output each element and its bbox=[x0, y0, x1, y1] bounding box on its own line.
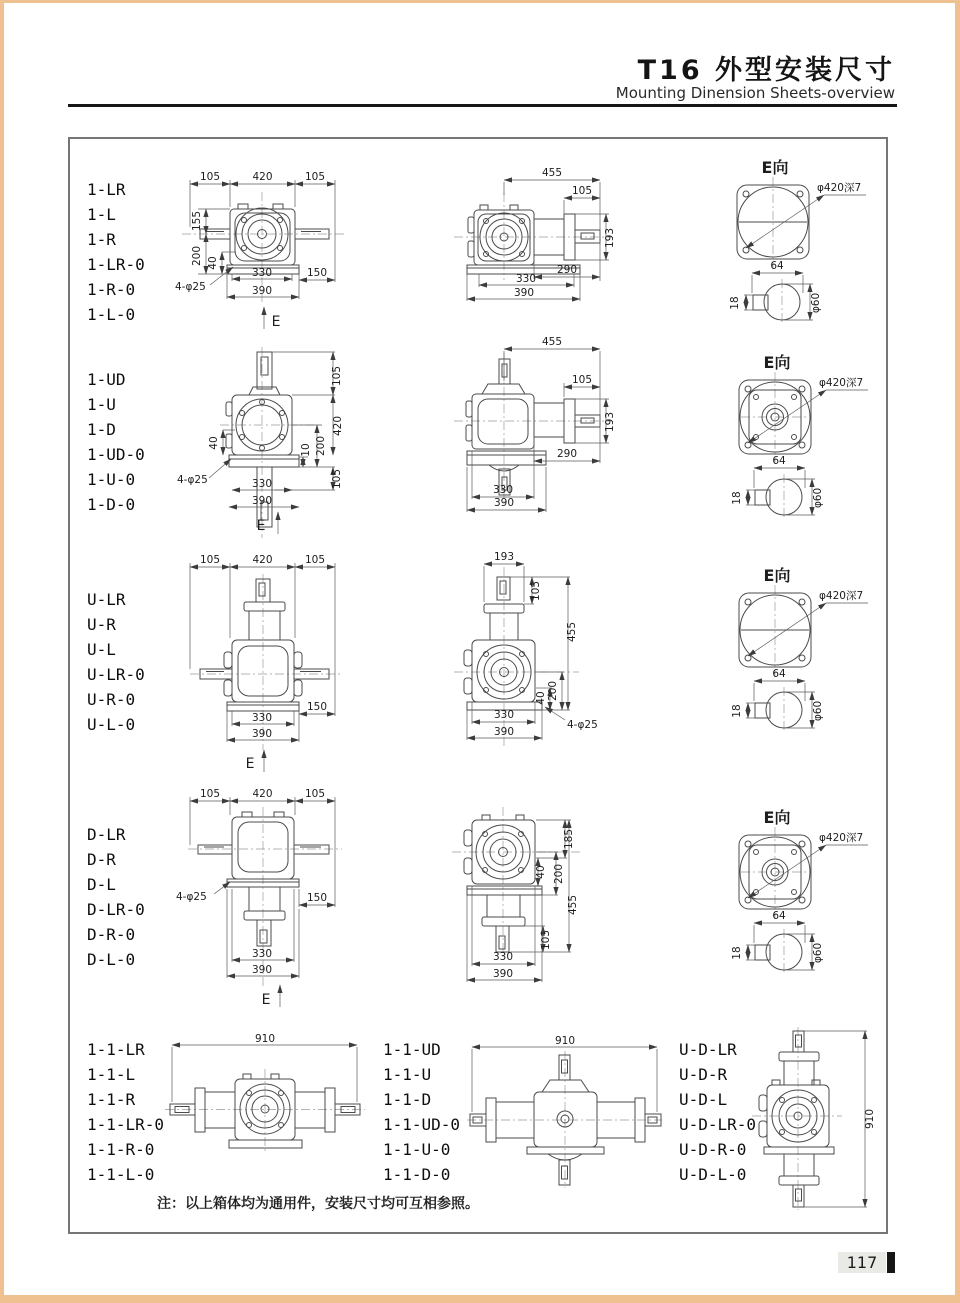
bore-dim-label: φ420深7 bbox=[819, 377, 864, 389]
view-arrow-label: E bbox=[271, 314, 281, 330]
model-label: 1-D-0 bbox=[87, 495, 136, 514]
model-label: 1-1-LR bbox=[87, 1040, 145, 1059]
dim-label: 390 bbox=[492, 968, 514, 980]
dim-label: 910 bbox=[254, 1033, 276, 1045]
dim-label: 390 bbox=[493, 726, 515, 738]
dim-label: 455 bbox=[541, 336, 563, 348]
model-label: 1-1-D bbox=[383, 1090, 432, 1109]
row1-front-drawing bbox=[170, 164, 415, 344]
dim-label: 64 bbox=[772, 910, 786, 922]
dim-label: 330 bbox=[515, 273, 537, 285]
model-label: U-R bbox=[87, 615, 116, 634]
dim-label: 18 bbox=[731, 704, 743, 718]
model-label: U-D-LR-0 bbox=[679, 1115, 757, 1134]
model-label: 1-UD-0 bbox=[87, 445, 145, 464]
view-arrow-label: E bbox=[261, 992, 271, 1008]
model-label: 1-1-D-0 bbox=[383, 1165, 451, 1184]
model-label: U-D-R-0 bbox=[679, 1140, 747, 1159]
dim-label: 105 bbox=[571, 374, 593, 386]
row3-front-drawing bbox=[170, 554, 415, 782]
dim-label: 4-φ25 bbox=[567, 719, 598, 731]
row2-e-view-drawing bbox=[722, 344, 892, 526]
dim-label: 105 bbox=[304, 788, 326, 800]
bottom-lr-drawing bbox=[165, 1034, 370, 1156]
e-view-label: E向 bbox=[761, 158, 789, 177]
dim-label: 290 bbox=[556, 448, 578, 460]
dim-label: 910 bbox=[864, 1108, 876, 1130]
dim-label: 193 bbox=[604, 227, 616, 249]
dim-label: 330 bbox=[492, 951, 514, 963]
dim-label: 200 bbox=[191, 245, 203, 267]
model-label: 1-1-U bbox=[383, 1065, 432, 1084]
dim-label: 105 bbox=[304, 554, 326, 566]
model-label: D-L-0 bbox=[87, 950, 136, 969]
page bbox=[4, 3, 955, 1295]
page-title: T16 外型安装尺寸 bbox=[637, 55, 895, 86]
dim-label: 200 bbox=[553, 863, 565, 885]
model-label: D-LR-0 bbox=[87, 900, 145, 919]
page-number-bar bbox=[887, 1252, 895, 1273]
row1-side-drawing bbox=[434, 155, 674, 315]
dim-label: 64 bbox=[770, 260, 784, 272]
dim-label: 390 bbox=[251, 285, 273, 297]
dim-label: 4-φ25 bbox=[177, 474, 208, 486]
row3-e-view-drawing bbox=[722, 557, 892, 739]
dim-label: 455 bbox=[567, 894, 579, 916]
model-label: U-L bbox=[87, 640, 116, 659]
model-label: 1-1-UD bbox=[383, 1040, 441, 1059]
model-label: D-LR bbox=[87, 825, 126, 844]
dim-label: 390 bbox=[513, 287, 535, 299]
dim-label: 420 bbox=[252, 554, 273, 566]
model-label: 1-LR bbox=[87, 180, 126, 199]
dim-label: 105 bbox=[199, 788, 221, 800]
model-label: U-D-L bbox=[679, 1090, 728, 1109]
dim-label: 330 bbox=[251, 267, 273, 279]
dim-label: 390 bbox=[493, 497, 515, 509]
dim-label: 390 bbox=[251, 964, 273, 976]
gearbox-body bbox=[200, 204, 329, 274]
bore-dim-label: φ420深7 bbox=[819, 832, 864, 844]
dim-label: φ60 bbox=[812, 942, 824, 964]
dim-label: 18 bbox=[731, 491, 743, 505]
model-label: U-LR bbox=[87, 590, 126, 609]
model-list-row4 bbox=[87, 822, 145, 972]
e-view-label: E向 bbox=[763, 566, 791, 585]
dim-label: 10 bbox=[300, 443, 312, 457]
dim-label: 18 bbox=[731, 946, 743, 960]
model-label: U-D-LR bbox=[679, 1040, 737, 1059]
gearbox-body bbox=[200, 579, 329, 711]
dim-label: 420 bbox=[332, 415, 344, 437]
model-label: 1-1-UD-0 bbox=[383, 1115, 461, 1134]
model-label: U-L-0 bbox=[87, 715, 136, 734]
drawing-sheet bbox=[68, 137, 888, 1234]
bore-dim-label: φ420深7 bbox=[819, 590, 864, 602]
dim-label: 330 bbox=[493, 709, 515, 721]
model-label: D-R-0 bbox=[87, 925, 136, 944]
dim-label: 105 bbox=[331, 468, 343, 490]
dim-label: 330 bbox=[251, 948, 273, 960]
model-label: U-R-0 bbox=[87, 690, 136, 709]
view-arrow-label: E bbox=[245, 756, 255, 772]
view-arrow-label: E bbox=[256, 518, 266, 534]
dim-label: 200 bbox=[315, 435, 327, 457]
model-label: 1-1-U-0 bbox=[383, 1140, 451, 1159]
model-label: U-D-L-0 bbox=[679, 1165, 747, 1184]
model-label: D-L bbox=[87, 875, 116, 894]
model-label: 1-LR-0 bbox=[87, 255, 145, 274]
dim-label: 390 bbox=[251, 495, 273, 507]
model-label: 1-1-LR-0 bbox=[87, 1115, 165, 1134]
dim-label: φ60 bbox=[812, 487, 824, 509]
gearbox-body bbox=[467, 205, 600, 274]
model-list-bottom2 bbox=[383, 1037, 460, 1187]
model-label: U-LR-0 bbox=[87, 665, 145, 684]
model-list-bottom1 bbox=[87, 1037, 164, 1187]
dim-label: 330 bbox=[251, 478, 273, 490]
dim-label: 18 bbox=[729, 296, 741, 310]
dim-label: 330 bbox=[251, 712, 273, 724]
dim-label: 290 bbox=[556, 264, 578, 276]
model-list-row1 bbox=[87, 177, 145, 327]
dim-label: 910 bbox=[554, 1035, 576, 1047]
model-label: 1-1-R bbox=[87, 1090, 136, 1109]
gearbox-body bbox=[759, 1031, 834, 1207]
dim-label: 455 bbox=[566, 621, 578, 643]
dim-label: 150 bbox=[306, 267, 328, 279]
dim-label: 150 bbox=[306, 701, 328, 713]
bottom-udlr-drawing bbox=[742, 1027, 892, 1212]
model-label: 1-R-0 bbox=[87, 280, 136, 299]
model-label: 1-1-L-0 bbox=[87, 1165, 155, 1184]
dim-label: 105 bbox=[571, 185, 593, 197]
model-label: 1-UD bbox=[87, 370, 126, 389]
dim-label: 40 bbox=[208, 436, 220, 450]
row3-side-drawing bbox=[434, 552, 679, 757]
dim-label: 64 bbox=[772, 668, 786, 680]
model-label: 1-1-R-0 bbox=[87, 1140, 155, 1159]
dim-label: 420 bbox=[252, 171, 273, 183]
dim-label: 193 bbox=[493, 551, 515, 563]
title-divider bbox=[68, 104, 897, 107]
dim-label: 40 bbox=[535, 691, 547, 705]
model-list-row2 bbox=[87, 367, 145, 517]
model-label: 1-D bbox=[87, 420, 116, 439]
dim-label: 390 bbox=[251, 728, 273, 740]
e-view-label: E向 bbox=[763, 353, 791, 372]
dim-label: 4-φ25 bbox=[176, 891, 207, 903]
model-label: 1-1-L bbox=[87, 1065, 136, 1084]
bottom-ud-drawing bbox=[462, 1036, 667, 1191]
e-view-label: E向 bbox=[763, 808, 791, 827]
dim-label: 200 bbox=[547, 680, 559, 702]
dim-label: 155 bbox=[191, 210, 203, 232]
dim-label: 420 bbox=[252, 788, 273, 800]
dim-label: φ60 bbox=[812, 700, 824, 722]
model-label: 1-L bbox=[87, 205, 116, 224]
model-label: 1-R bbox=[87, 230, 116, 249]
note-text: 注：以上箱体均为通用件，安装尺寸均可互相参照。 bbox=[157, 1196, 479, 1212]
dim-label: 150 bbox=[306, 892, 328, 904]
row1-e-view-drawing bbox=[720, 149, 890, 331]
row2-side-drawing bbox=[434, 337, 679, 522]
row4-front-drawing bbox=[170, 789, 415, 1014]
dim-label: 105 bbox=[331, 365, 343, 387]
bore-dim-label: φ420深7 bbox=[817, 182, 862, 194]
dim-label: 185 bbox=[563, 828, 575, 850]
dim-label: 105 bbox=[199, 554, 221, 566]
gearbox-body bbox=[198, 812, 329, 946]
model-list-row3 bbox=[87, 587, 145, 737]
model-label: D-R bbox=[87, 850, 116, 869]
dim-label: φ60 bbox=[810, 292, 822, 314]
dim-label: 40 bbox=[207, 256, 219, 270]
dim-label: 4-φ25 bbox=[175, 281, 206, 293]
dim-label: 40 bbox=[535, 865, 547, 879]
dim-label: 105 bbox=[199, 171, 221, 183]
row2-front-drawing bbox=[165, 342, 365, 542]
row4-e-view-drawing bbox=[722, 799, 892, 981]
model-label: 1-U-0 bbox=[87, 470, 136, 489]
dim-label: 64 bbox=[772, 455, 786, 467]
dim-label: 455 bbox=[541, 167, 563, 179]
page-subtitle: Mounting Dinension Sheets-overview bbox=[615, 84, 895, 102]
model-label: U-D-R bbox=[679, 1065, 728, 1084]
dim-label: 330 bbox=[492, 484, 514, 496]
row4-side-drawing bbox=[432, 792, 677, 992]
dim-label: 105 bbox=[304, 171, 326, 183]
dim-label: 193 bbox=[604, 411, 616, 433]
model-label: 1-U bbox=[87, 395, 116, 414]
model-label: 1-L-0 bbox=[87, 305, 136, 324]
page-number: 117 bbox=[838, 1252, 886, 1273]
dim-label: 105 bbox=[540, 929, 552, 951]
dim-label: 105 bbox=[530, 580, 542, 602]
